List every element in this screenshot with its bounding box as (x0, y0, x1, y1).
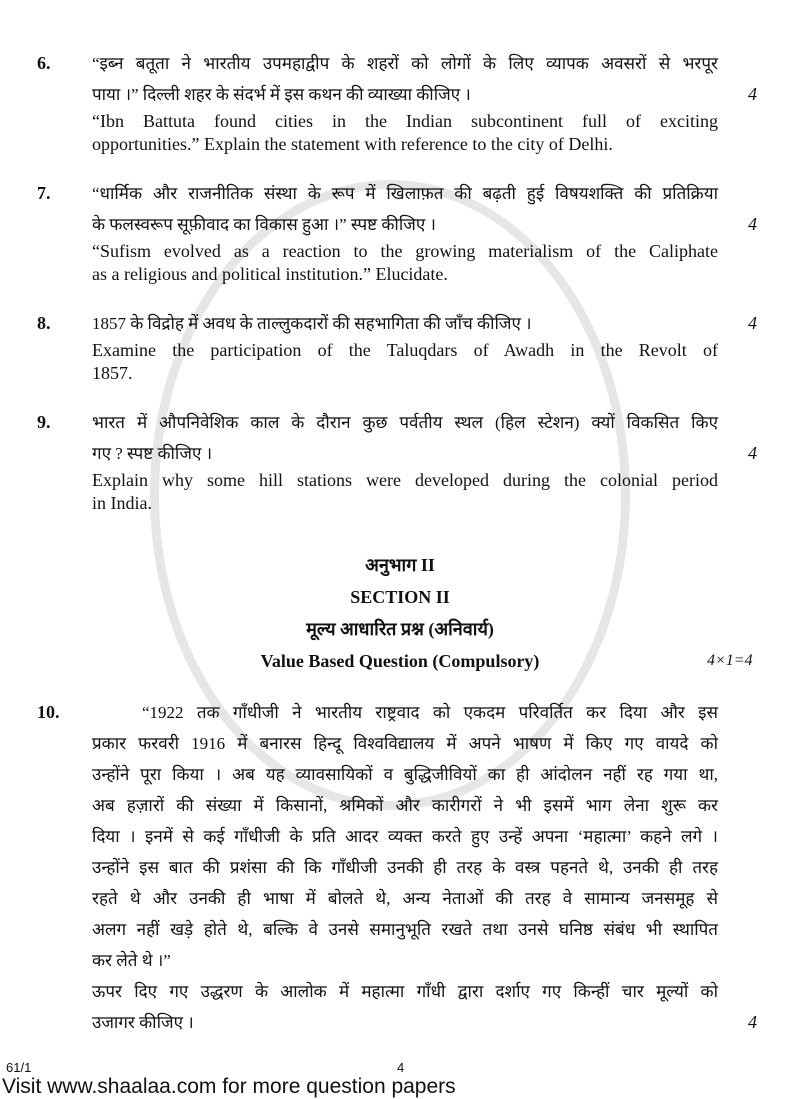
question-6 (37, 48, 800, 156)
section-header (37, 549, 800, 677)
question-english-line: “Ibn Battuta found cities in the Indian subcontinent full of exciting (92, 111, 718, 131)
section-hindi-subtitle: मूल्य आधारित प्रश्न (अनिवार्य) (306, 619, 494, 639)
question-8 (37, 308, 800, 385)
passage-line: “1922 तक गाँधीजी ने भारतीय राष्ट्रवाद को एकदम परिवर्तित कर दिया और इस (142, 703, 718, 722)
question-number: 7. (37, 183, 51, 203)
question-marks: 4 (748, 1012, 757, 1032)
visit-link[interactable]: Visit www.shaalaa.com for more question papers (2, 1075, 456, 1098)
question-line: उजागर कीजिए । (92, 1013, 194, 1032)
passage-line: उन्होंने इस बात की प्रशंसा की कि गाँधीजी उनकी ही तरह के वस्त्र पहनते थे, उनकी ही तरह (92, 858, 718, 877)
passage-line: प्रकार फरवरी 1916 में बनारस हिन्दू विश्वविद्यालय में अपने भाषण में किए गए वायदे को (92, 734, 718, 753)
question-english-line: Explain why some hill stations were developed during the colonial period (92, 470, 718, 490)
question-english-line: Examine the participation of the Taluqdars of Awadh in the Revolt of (92, 340, 718, 360)
passage-line: दिया । इनमें से कई गाँधीजी के प्रति आदर व्यक्त करते हुए उन्हें अपना ‘महात्मा’ कहने लगे । (92, 827, 718, 846)
question-english-line: “Sufism evolved as a reaction to the growing materialism of the Caliphate (92, 241, 718, 261)
question-english-line: 1857. (92, 363, 133, 383)
question-hindi-line: 1857 के विद्रोह में अवध के ताल्लुकदारों की सहभागिता की जाँच कीजिए । (92, 314, 532, 333)
question-10 (37, 697, 800, 1038)
question-english-line: in India. (92, 493, 152, 513)
passage-line: अब हज़ारों की संख्या में किसानों, श्रमिकों और कारीगरों ने भी इसमें भाग लेना शुरू कर (92, 796, 718, 815)
passage-line: कर लेते थे ।” (92, 951, 171, 970)
question-number: 9. (37, 412, 51, 432)
section-marks: 4×1=4 (707, 652, 753, 669)
question-number: 10. (37, 702, 60, 722)
question-number: 8. (37, 313, 51, 333)
question-hindi-line: पाया ।” दिल्ली शहर के संदर्भ में इस कथन की व्याख्या कीजिए । (92, 85, 471, 104)
question-hindi-line: गए ? स्पष्ट कीजिए । (92, 444, 213, 463)
question-hindi-line: “इब्न बतूता ने भारतीय उपमहाद्वीप के शहरों को लोगों के लिए व्यापक अवसरों से भरपूर (92, 54, 718, 73)
question-hindi-line: भारत में औपनिवेशिक काल के दौरान कुछ पर्वतीय स्थल (हिल स्टेशन) क्यों विकसित किए (92, 413, 718, 432)
passage-line: रहते थे और उनकी ही भाषा में बोलते थे, अन्य नेताओं की तरह वे सामान्य जनसमूह से (92, 889, 718, 908)
passage-line: अलग नहीं खड़े होते थे, बल्कि वे उनसे समानुभूति रखते तथा उनसे घनिष्ठ संबंध भी स्थापित (92, 920, 718, 939)
question-marks: 4 (748, 443, 757, 463)
question-english-line: opportunities.” Explain the statement with reference to the city of Delhi. (92, 134, 613, 154)
passage-line: उन्होंने पूरा किया । अब यह व्यावसायिकों व बुद्धिजीवियों का ही आंदोलन नहीं रह गया था, (92, 765, 718, 784)
question-hindi-line: “धार्मिक और राजनीतिक संस्था के रूप में खिलाफ़त की बढ़ती हुई विषयशक्ति की प्रतिक्रिया (92, 184, 718, 203)
section-subtitle: Value Based Question (Compulsory) (260, 651, 540, 671)
question-marks: 4 (748, 313, 757, 333)
paper-code: 61/1 (6, 1060, 32, 1075)
question-hindi-line: के फलस्वरूप सूफ़ीवाद का विकास हुआ ।” स्पष्ट कीजिए । (92, 215, 436, 234)
question-7 (37, 178, 800, 286)
question-english-line: as a religious and political institution.” Elucidate. (92, 264, 448, 284)
question-number: 6. (37, 53, 51, 73)
question-marks: 4 (748, 214, 757, 234)
question-marks: 4 (748, 84, 757, 104)
question-line: ऊपर दिए गए उद्धरण के आलोक में महात्मा गाँधी द्वारा दर्शाए गए किन्हीं चार मूल्यों को (92, 982, 718, 1001)
section-title: SECTION II (350, 587, 450, 607)
footer (2, 1060, 800, 1099)
question-9 (37, 407, 800, 515)
page-number: 4 (397, 1060, 405, 1075)
section-hindi-title: अनुभाग II (365, 555, 435, 575)
